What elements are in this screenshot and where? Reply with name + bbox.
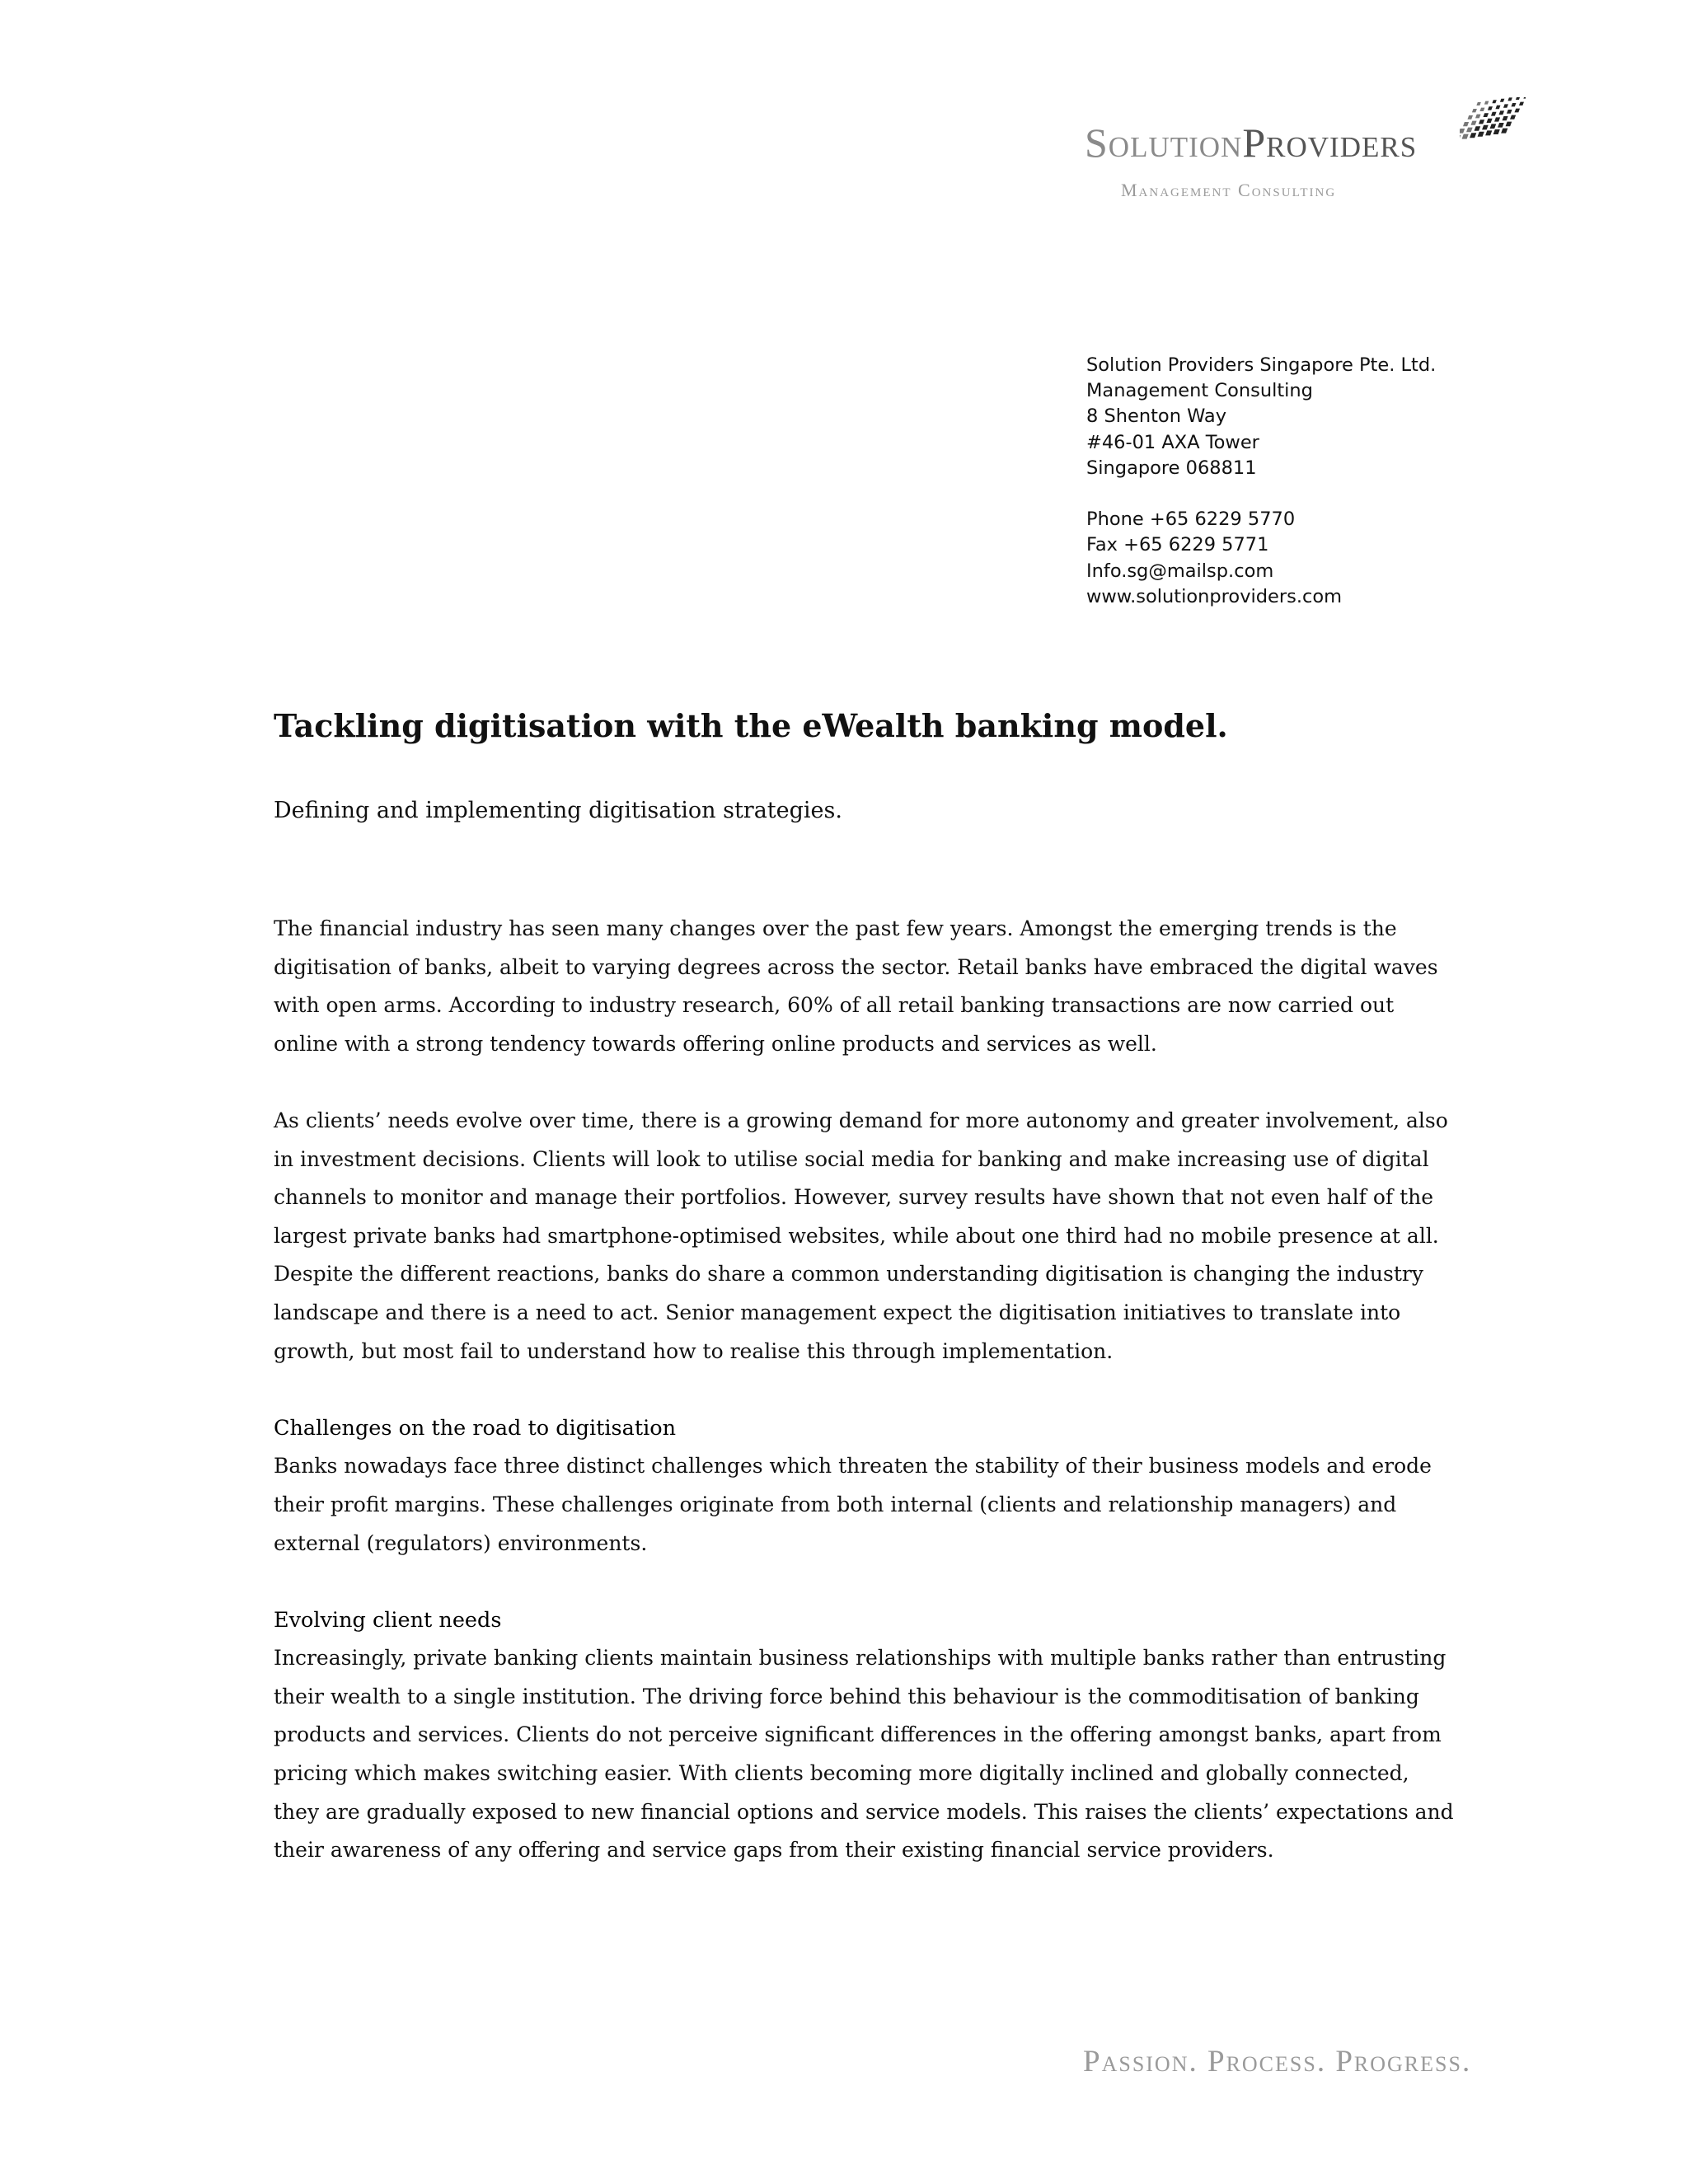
paragraph-text: Banks nowadays face three distinct challenges which threaten the stability of their business models and erode their profit margins. These challenges originate from both internal (clients and relationship managers) and external (regulators) environments. [274,1454,1432,1555]
logo-grid-cell [1470,133,1476,138]
logo-grid-cell [1470,121,1476,125]
company-logo [1085,97,1530,204]
logo-grid-cell [1506,122,1512,127]
logo-grid-cell [1463,122,1469,126]
logo-wordmark-part1: Solution [1085,120,1243,166]
section-heading: Evolving client needs [274,1607,502,1633]
address-line: Solution Providers Singapore Pte. Ltd. [1086,354,1437,376]
body-paragraph [274,910,1461,1063]
body-paragraph [274,1601,1461,1870]
logo-grid-cell [1488,106,1493,110]
footer-tagline: Passion. Process. Progress. [1083,2045,1472,2079]
logo-grid-cell [1466,128,1473,133]
logo-grid-cell [1475,115,1481,119]
address-line: Singapore 068811 [1086,457,1257,479]
logo-grid-cell [1523,97,1526,99]
paragraph-text: The financial industry has seen many changes over the past few years. Amongst the emerging trends is the digitisation of banks, albeit to varying degrees across the sector. Retail banks have embraced the digital waves with open arms. According to industry research, 60% of all retail banking transactions are now carried out online with a strong tendency towards offering online products and services as well. [274,916,1438,1056]
logo-grid-cell [1519,102,1524,105]
logo-grid-cell [1472,109,1477,112]
logo-grid-cell [1507,110,1512,114]
address-line: 8 Shenton Way [1086,405,1227,428]
logo-grid-cell [1478,132,1484,137]
logo-grid-cell [1503,116,1508,120]
phone-number: Phone +65 6229 5770 [1086,509,1296,531]
logo-subtitle: Management Consulting [1121,180,1337,200]
logo-grid-icon [1460,97,1526,147]
body-paragraph [274,1409,1461,1563]
logo-grid-cell [1516,97,1520,100]
logo-grid-cell [1500,99,1504,102]
logo-grid-cell [1498,123,1504,128]
document-subtitle: Defining and implementing digitisation strategies. [274,798,842,823]
logo-grid-cell [1482,125,1489,130]
section-heading: Challenges on the road to digitisation [274,1415,677,1441]
logo-grid-cell [1485,130,1492,135]
logo-grid-cell [1498,110,1504,115]
address-line: Management Consulting [1086,380,1313,402]
logo-grid-cell [1503,104,1508,107]
document-body [274,910,1461,1908]
logo-grid-cell [1511,103,1516,106]
logo-grid-cell [1462,134,1469,139]
paragraph-text: Increasingly, private banking clients maintain business relationships with multiple banks rather than entrusting their wealth to a single institution. The driving force behind this behaviour is the commoditisation of banking products and services. Clients do not perceive significant differences in the offering amongst banks, apart from pricing which makes switching easier. With clients becoming more digitally inclined and globally connected, they are gradually exposed to new financial options and service models. This raises the clients’ expectations and their awareness of any offering and service gaps from their existing financial service providers. [274,1646,1454,1863]
logo-grid-cell [1475,126,1481,131]
address-line: #46-01 AXA Tower [1086,431,1259,453]
logo-grid-cell [1476,102,1480,105]
logo-grid-cell [1483,113,1489,117]
logo-grid-cell [1501,129,1507,134]
website-url: www.solutionproviders.com [1086,585,1343,607]
logo-grid-cell [1494,117,1500,121]
logo-grid-cell [1484,101,1489,105]
logo-wordmark-part2: Providers [1242,120,1418,166]
body-paragraph [274,1102,1461,1371]
logo-grid-cell [1491,112,1497,116]
logo-wordmark [1085,120,1418,166]
address-spacer [1086,481,1436,507]
logo-grid-cell [1490,124,1497,129]
sender-address-block [1086,353,1436,610]
logo-grid-cell [1492,100,1496,103]
logo-grid-cell [1493,129,1500,134]
logo-grid-cell [1479,108,1484,111]
logo-grid-cell [1460,129,1465,134]
logo-grid-cell [1507,97,1512,101]
logo-grid-cell [1515,109,1521,113]
logo-grid-cell [1495,105,1500,109]
email-address: Info.sg@mailsp.com [1086,560,1274,582]
paragraph-text: As clients’ needs evolve over time, there is a growing demand for more autonomy and greater involvement, also in investment decisions. Clients will look to utilise social media for banking and make increasing use of digital channels to monitor and manage their portfolios. However, survey results have shown that not even half of the largest private banks had smartphone-optimised websites, while about one third had no mobile presence at all. Despite the different reactions, banks do share a common understanding digitisation is changing the industry landscape and there is a need to act. Senior management expect the digitisation initiatives to translate into growth, but most fail to understand how to realise this through implementation. [274,1108,1448,1363]
fax-number: Fax +65 6229 5771 [1086,534,1269,556]
logo-grid-cell [1479,120,1484,124]
logo-grid-cell [1510,115,1516,120]
document-title: Tackling digitisation with the eWealth banking model. [274,707,1228,744]
logo-grid-cell [1460,135,1461,140]
logo-grid-cell [1487,119,1493,123]
logo-grid-cell [1467,115,1473,120]
